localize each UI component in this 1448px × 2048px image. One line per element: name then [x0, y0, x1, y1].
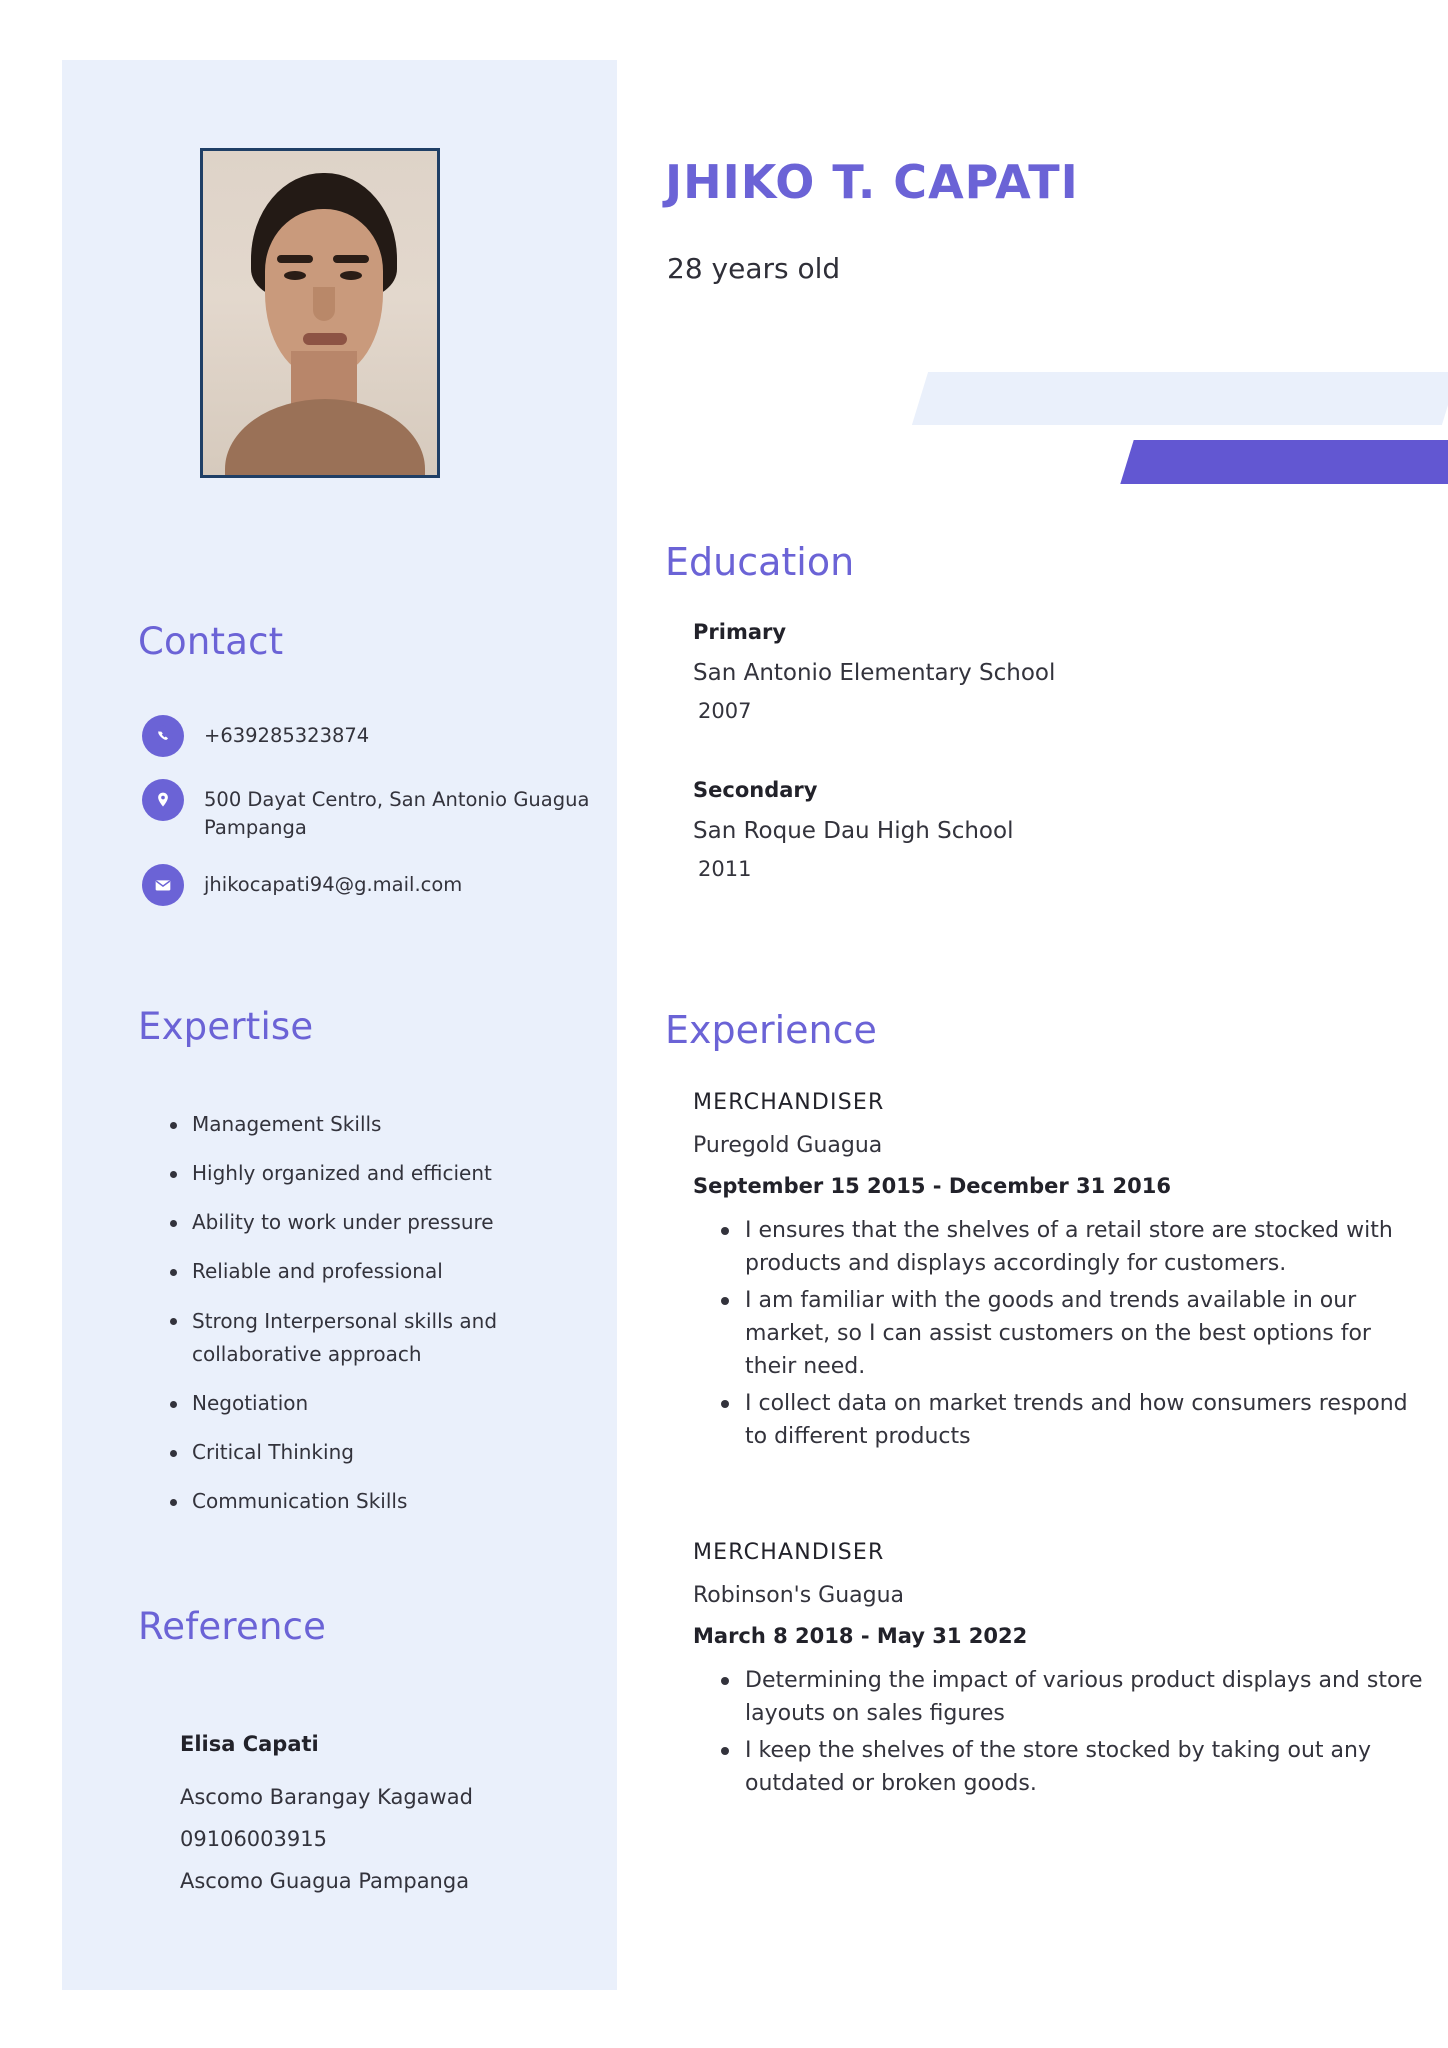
- experience-role: MERCHANDISER: [693, 1090, 885, 1115]
- education-level: Secondary: [693, 778, 818, 802]
- reference-role: Ascomo Barangay Kagawad: [180, 1785, 473, 1809]
- contact-item-email: [142, 864, 592, 906]
- education-entry: [693, 620, 1413, 723]
- main-content: [665, 0, 1448, 2048]
- experience-heading: Experience: [665, 1008, 877, 1052]
- list-item: Reliable and professional: [192, 1247, 596, 1296]
- reference-address: Ascomo Guagua Pampanga: [180, 1869, 470, 1893]
- contact-list: [142, 715, 592, 928]
- contact-item-phone: [142, 715, 592, 757]
- reference-block: [180, 1732, 600, 1902]
- reference-phone: 09106003915: [180, 1827, 327, 1851]
- portrait-mouth: [303, 333, 347, 345]
- experience-entry: [693, 1090, 1423, 1457]
- experience-company: Puregold Guagua: [693, 1133, 883, 1158]
- photo-background: [203, 151, 437, 475]
- reference-name: Elisa Capati: [180, 1732, 319, 1756]
- list-item: I ensures that the shelves of a retail store are stocked with products and displays accordingly for customers.: [745, 1214, 1423, 1280]
- contact-heading: Contact: [138, 620, 284, 663]
- education-entry: [693, 778, 1413, 881]
- phone-icon: [142, 715, 184, 757]
- education-year: 2007: [698, 699, 752, 723]
- envelope-icon: [142, 864, 184, 906]
- list-item: Critical Thinking: [192, 1428, 596, 1477]
- education-school: San Roque Dau High School: [693, 818, 1014, 844]
- experience-company: Robinson's Guagua: [693, 1583, 905, 1608]
- contact-address-text: 500 Dayat Centro, San Antonio Guagua Pampanga: [204, 788, 590, 839]
- portrait-eye-left: [284, 271, 306, 280]
- decorative-band-dark: [1120, 440, 1448, 484]
- education-year: 2011: [698, 857, 752, 881]
- experience-dates: March 8 2018 - May 31 2022: [693, 1624, 1028, 1648]
- experience-points: [693, 1664, 1423, 1800]
- list-item: Strong Interpersonal skills and collaborative approach: [192, 1296, 596, 1379]
- location-pin-icon: [142, 779, 184, 821]
- reference-heading: Reference: [138, 1605, 327, 1648]
- portrait-nose: [313, 287, 335, 321]
- contact-email-text: jhikocapati94@g.mail.com: [204, 873, 463, 896]
- decorative-band-light: [912, 372, 1448, 425]
- experience-entry: [693, 1540, 1423, 1804]
- list-item: Negotiation: [192, 1379, 596, 1428]
- profile-photo: [200, 148, 440, 478]
- list-item: Determining the impact of various product displays and store layouts on sales figures: [745, 1664, 1423, 1730]
- list-item: Highly organized and efficient: [192, 1149, 596, 1198]
- portrait-brow-left: [277, 255, 313, 263]
- age-subtitle: 28 years old: [667, 252, 841, 285]
- portrait-brow-right: [333, 255, 369, 263]
- list-item: Communication Skills: [192, 1477, 596, 1526]
- list-item: Management Skills: [192, 1100, 596, 1149]
- list-item: I keep the shelves of the store stocked by taking out any outdated or broken goods.: [745, 1734, 1423, 1800]
- expertise-heading: Expertise: [138, 1005, 314, 1048]
- portrait-eye-right: [340, 271, 362, 280]
- experience-points: [693, 1214, 1423, 1453]
- experience-dates: September 15 2015 - December 31 2016: [693, 1174, 1171, 1198]
- expertise-list: [166, 1100, 596, 1526]
- education-heading: Education: [665, 540, 855, 584]
- contact-item-address: [142, 779, 592, 842]
- contact-phone-text: +639285323874: [204, 724, 370, 747]
- list-item: I collect data on market trends and how consumers respond to different products: [745, 1387, 1423, 1453]
- education-level: Primary: [693, 620, 787, 644]
- list-item: I am familiar with the goods and trends available in our market, so I can assist customers on the best options for their need.: [745, 1284, 1423, 1383]
- experience-role: MERCHANDISER: [693, 1540, 885, 1565]
- list-item: Ability to work under pressure: [192, 1198, 596, 1247]
- portrait-shoulders: [225, 399, 425, 478]
- page-title: JHIKO T. CAPATI: [665, 155, 1079, 209]
- sidebar-panel: [62, 60, 617, 1990]
- education-school: San Antonio Elementary School: [693, 660, 1056, 686]
